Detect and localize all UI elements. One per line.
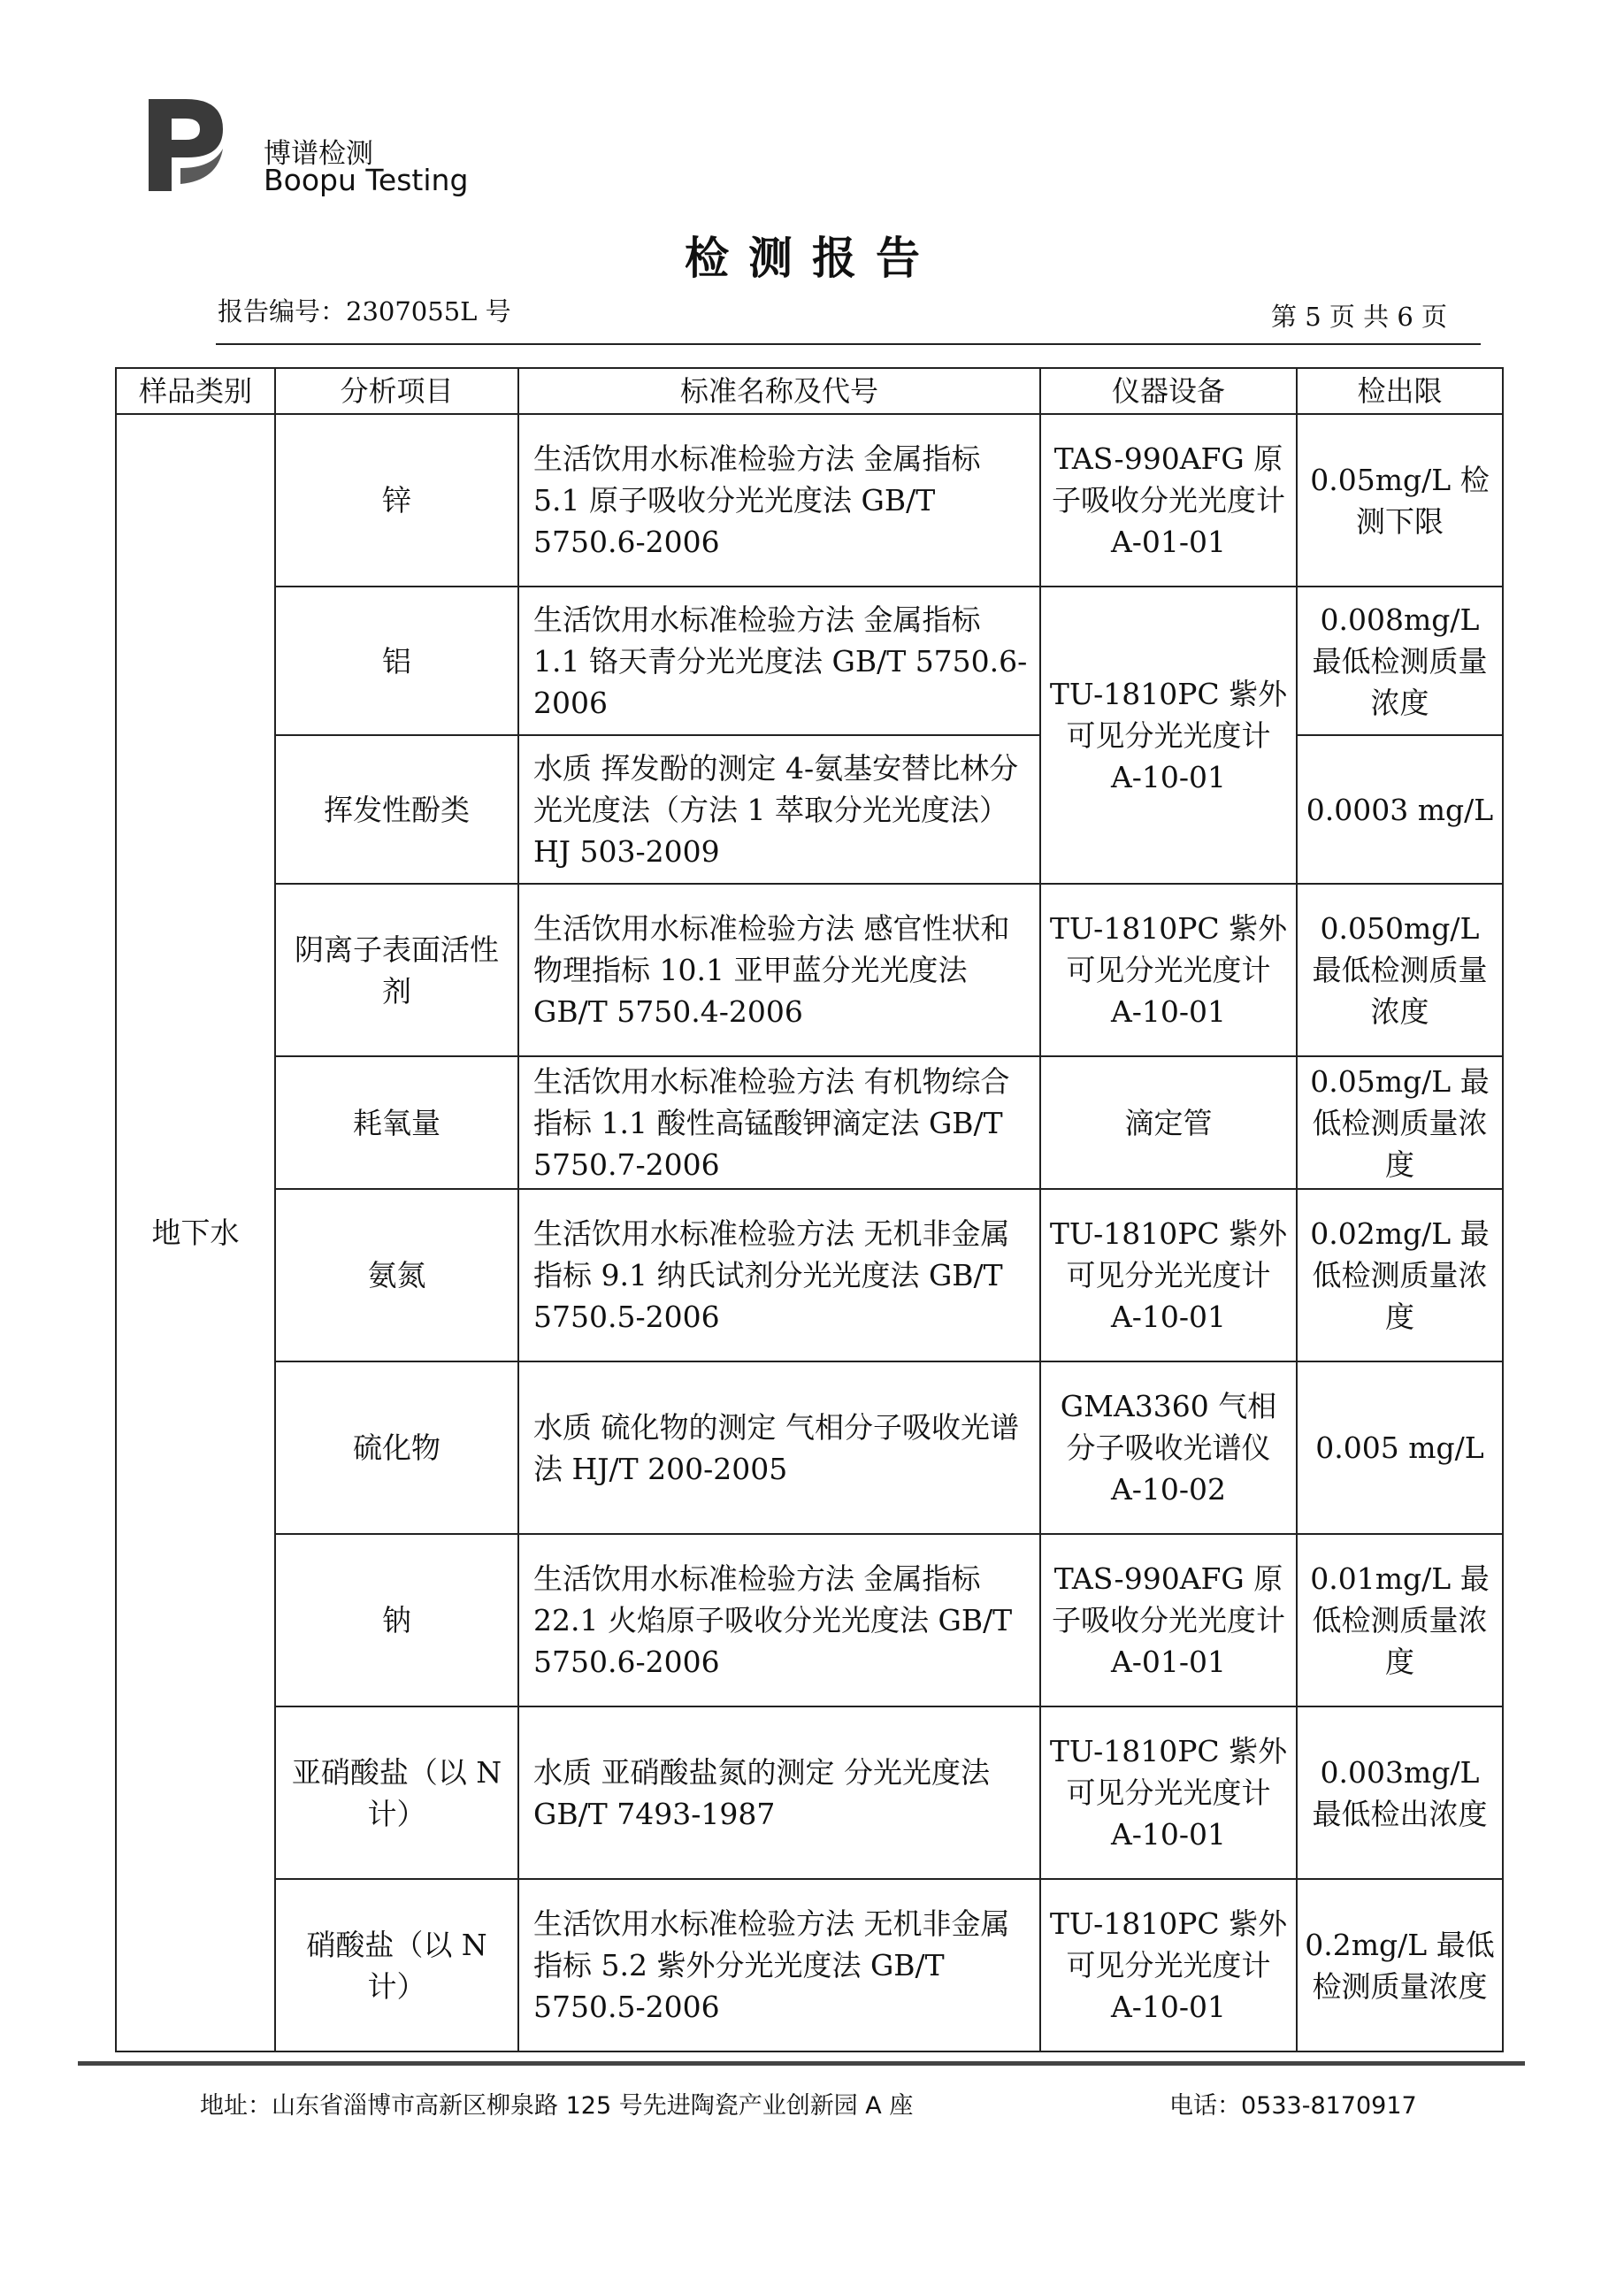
standard-cell: 生活饮用水标准检验方法 有机物综合指标 1.1 酸性高锰酸钾滴定法 GB/T 5750.7-2006 bbox=[518, 1056, 1040, 1189]
analysis-item-cell: 硝酸盐（以 N 计） bbox=[275, 1879, 518, 2051]
detection-limit-cell: 0.0003 mg/L bbox=[1297, 735, 1503, 884]
detection-limit-cell: 0.2mg/L 最低检测质量浓度 bbox=[1297, 1879, 1503, 2051]
boopu-logo-icon bbox=[142, 92, 230, 198]
detection-limit-cell: 0.01mg/L 最低检测质量浓度 bbox=[1297, 1534, 1503, 1706]
standard-cell: 生活饮用水标准检验方法 无机非金属指标 5.2 紫外分光光度法 GB/T 5750.5-2006 bbox=[518, 1879, 1040, 2051]
instrument-cell: TU-1810PC 紫外可见分光光度计 A-10-01 bbox=[1040, 1189, 1297, 1361]
table-row bbox=[116, 1189, 1503, 1361]
sample-category-cell: 地下水 bbox=[116, 414, 275, 2051]
standard-cell: 生活饮用水标准检验方法 无机非金属指标 9.1 纳氏试剂分光光度法 GB/T 5750.5-2006 bbox=[518, 1189, 1040, 1361]
footer-divider bbox=[78, 2061, 1525, 2066]
instrument-cell: TU-1810PC 紫外可见分光光度计 A-10-01 bbox=[1040, 1706, 1297, 1879]
table-row bbox=[116, 1534, 1503, 1706]
col-header-standard: 标准名称及代号 bbox=[518, 368, 1040, 414]
table-row bbox=[116, 587, 1503, 735]
detection-limit-cell: 0.05mg/L 最低检测质量浓度 bbox=[1297, 1056, 1503, 1189]
standard-cell: 生活饮用水标准检验方法 金属指标 1.1 铬天青分光光度法 GB/T 5750.6-2006 bbox=[518, 587, 1040, 735]
table-row bbox=[116, 1879, 1503, 2051]
analysis-item-cell: 锌 bbox=[275, 414, 518, 587]
detection-limit-cell: 0.05mg/L 检测下限 bbox=[1297, 414, 1503, 587]
standard-cell: 水质 硫化物的测定 气相分子吸收光谱法 HJ/T 200-2005 bbox=[518, 1361, 1040, 1534]
detection-limit-cell: 0.02mg/L 最低检测质量浓度 bbox=[1297, 1189, 1503, 1361]
footer-phone: 电话：0533-8170917 bbox=[1169, 2092, 1417, 2120]
analysis-item-cell: 亚硝酸盐（以 N 计） bbox=[275, 1706, 518, 1879]
instrument-cell: GMA3360 气相分子吸收光谱仪 A-10-02 bbox=[1040, 1361, 1297, 1534]
instrument-cell: 滴定管 bbox=[1040, 1056, 1297, 1189]
standard-cell: 生活饮用水标准检验方法 金属指标 5.1 原子吸收分光光度法 GB/T 5750.6-2006 bbox=[518, 414, 1040, 587]
detection-limit-cell: 0.050mg/L 最低检测质量浓度 bbox=[1297, 884, 1503, 1056]
col-header-analysis-item: 分析项目 bbox=[275, 368, 518, 414]
table-row bbox=[116, 414, 1503, 587]
table-row bbox=[116, 1706, 1503, 1879]
detection-limit-cell: 0.008mg/L 最低检测质量浓度 bbox=[1297, 587, 1503, 735]
analysis-item-cell: 阴离子表面活性剂 bbox=[275, 884, 518, 1056]
standard-cell: 水质 挥发酚的测定 4-氨基安替比林分光光度法（方法 1 萃取分光光度法）HJ 503-2009 bbox=[518, 735, 1040, 884]
standard-cell: 生活饮用水标准检验方法 金属指标 22.1 火焰原子吸收分光光度法 GB/T 5750.6-2006 bbox=[518, 1534, 1040, 1706]
table-row bbox=[116, 884, 1503, 1056]
standard-cell: 水质 亚硝酸盐氮的测定 分光光度法 GB/T 7493-1987 bbox=[518, 1706, 1040, 1879]
report-title: 检测报告 bbox=[685, 232, 939, 284]
header-divider bbox=[216, 343, 1481, 345]
brand-name-chinese: 博谱检测 bbox=[264, 138, 373, 170]
analysis-item-cell: 钠 bbox=[275, 1534, 518, 1706]
test-methods-table bbox=[115, 367, 1504, 2052]
col-header-detection-limit: 检出限 bbox=[1297, 368, 1503, 414]
report-number: 报告编号：2307055L 号 bbox=[218, 296, 511, 326]
table-header-row bbox=[116, 368, 1503, 414]
page-number: 第 5 页 共 6 页 bbox=[1271, 302, 1447, 332]
analysis-item-cell: 氨氮 bbox=[275, 1189, 518, 1361]
brand-name-english: Boopu Testing bbox=[264, 163, 469, 197]
footer-address: 地址：山东省淄博市高新区柳泉路 125 号先进陶瓷产业创新园 A 座 bbox=[200, 2092, 914, 2120]
instrument-cell: TU-1810PC 紫外可见分光光度计 A-10-01 bbox=[1040, 1879, 1297, 2051]
instrument-cell: TAS-990AFG 原子吸收分光光度计 A-01-01 bbox=[1040, 414, 1297, 587]
standard-cell: 生活饮用水标准检验方法 感官性状和物理指标 10.1 亚甲蓝分光光度法 GB/T 5750.4-2006 bbox=[518, 884, 1040, 1056]
table-row bbox=[116, 1056, 1503, 1189]
table-row bbox=[116, 1361, 1503, 1534]
detection-limit-cell: 0.005 mg/L bbox=[1297, 1361, 1503, 1534]
analysis-item-cell: 耗氧量 bbox=[275, 1056, 518, 1189]
instrument-cell: TU-1810PC 紫外可见分光光度计 A-10-01 bbox=[1040, 587, 1297, 884]
col-header-instrument: 仪器设备 bbox=[1040, 368, 1297, 414]
analysis-item-cell: 硫化物 bbox=[275, 1361, 518, 1534]
detection-limit-cell: 0.003mg/L 最低检出浓度 bbox=[1297, 1706, 1503, 1879]
instrument-cell: TU-1810PC 紫外可见分光光度计 A-10-01 bbox=[1040, 884, 1297, 1056]
instrument-cell: TAS-990AFG 原子吸收分光光度计 A-01-01 bbox=[1040, 1534, 1297, 1706]
col-header-sample-category: 样品类别 bbox=[116, 368, 275, 414]
analysis-item-cell: 挥发性酚类 bbox=[275, 735, 518, 884]
analysis-item-cell: 铝 bbox=[275, 587, 518, 735]
